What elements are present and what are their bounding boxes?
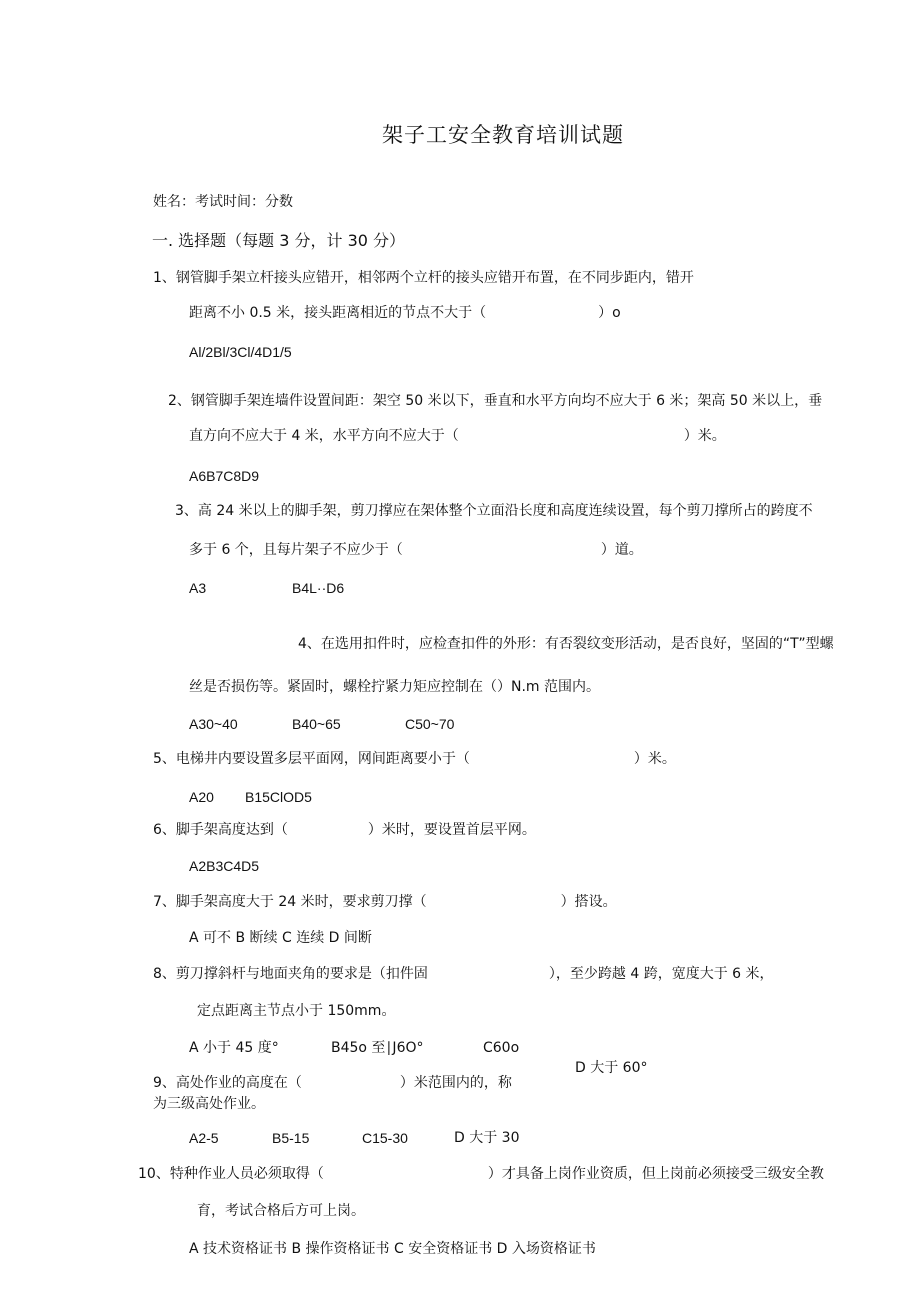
q7-options: A 可不 B 断续 C 连续 D 间断	[189, 930, 372, 946]
q1-line1: 1、钢管脚手架立杆接头应错开，相邻两个立杆的接头应错开布置，在不同步距内，错开	[153, 270, 694, 286]
q5-line1: 5、电梯井内要设置多层平面网，网间距离要小于（ ）米。	[153, 751, 676, 767]
page-title: 架子工安全教育培训试题	[382, 123, 624, 147]
q3-line1: 3、高 24 米以上的脚手架，剪刀撑应在架体整个立面沿长度和高度连续设置，每个剪刀撑所占的跨度不	[175, 503, 813, 519]
q4-line1: 4、在选用扣件时，应检查扣件的外形：有否裂纹变形活动，是否良好，坚固的“T”型螺	[298, 636, 834, 652]
q8-option-c: C60o	[483, 1040, 520, 1056]
q4-line2: 丝是否损伤等。紧固时，螺栓拧紧力矩应控制在（）N.m 范围内。	[189, 679, 601, 695]
q5-option-a: A20	[189, 789, 214, 805]
q2-line1: 2、钢管脚手架连墙件设置间距：架空 50 米以下，垂直和水平方向均不应大于 6 米；架高 50 米以上，垂	[168, 393, 823, 409]
q10-options: A 技术资格证书 B 操作资格证书 C 安全资格证书 D 入场资格证书	[189, 1241, 596, 1257]
q10-line1: 10、特种作业人员必须取得（ ）才具备上岗作业资质，但上岗前必须接受三级安全教	[138, 1166, 824, 1182]
q6-options: A2B3C4D5	[189, 858, 260, 874]
q6-line1: 6、脚手架高度达到（ ）米时，要设置首层平网。	[153, 822, 536, 838]
q3-option-b: B4L··D6	[292, 580, 345, 596]
q4-option-a: A30~40	[189, 716, 238, 732]
q9-line2: 为三级高处作业。	[153, 1096, 265, 1112]
q3-line2: 多于 6 个，且每片架子不应少于（ ）道。	[189, 542, 643, 558]
q9-line1: 9、高处作业的高度在（ ）米范围内的，称	[153, 1075, 512, 1091]
q8-option-b: B45o 至∣J6O°	[331, 1040, 424, 1056]
name-time-score-line: 姓名：考试时间：分数	[153, 194, 293, 210]
q9-option-c: C15-30	[362, 1130, 408, 1146]
q8-option-a: A 小于 45 度°	[189, 1040, 279, 1056]
q9-option-b: B5-15	[272, 1130, 310, 1146]
section-heading: 一. 选择题（每题 3 分，计 30 分）	[152, 231, 406, 250]
q9-option-a: A2-5	[189, 1130, 219, 1146]
q5-option-b: B15ClOD5	[245, 789, 312, 805]
q1-line2: 距离不小 0.5 米，接头距离相近的节点不大于（ ）o	[189, 305, 621, 321]
q8-line2: 定点距离主节点小于 150mm。	[197, 1003, 396, 1019]
q4-option-c: C50~70	[405, 716, 455, 732]
q2-line2: 直方向不应大于 4 米，水平方向不应大于（ ）米。	[189, 428, 726, 444]
q2-options: A6B7C8D9	[189, 468, 260, 484]
q10-line2: 育，考试合格后方可上岗。	[197, 1203, 365, 1219]
q1-options: Al/2Bl/3Cl/4D1/5	[189, 344, 292, 360]
q9-option-d: D 大于 30	[454, 1130, 520, 1146]
q4-option-b: B40~65	[292, 716, 341, 732]
q8-option-d: D 大于 60°	[575, 1060, 648, 1076]
q3-option-a: A3	[189, 580, 207, 596]
q8-line1: 8、剪刀撑斜杆与地面夹角的要求是（扣件固 ），至少跨越 4 跨，宽度大于 6 米，	[153, 966, 774, 982]
q7-line1: 7、脚手架高度大于 24 米时，要求剪刀撑（ ）搭设。	[153, 894, 617, 910]
